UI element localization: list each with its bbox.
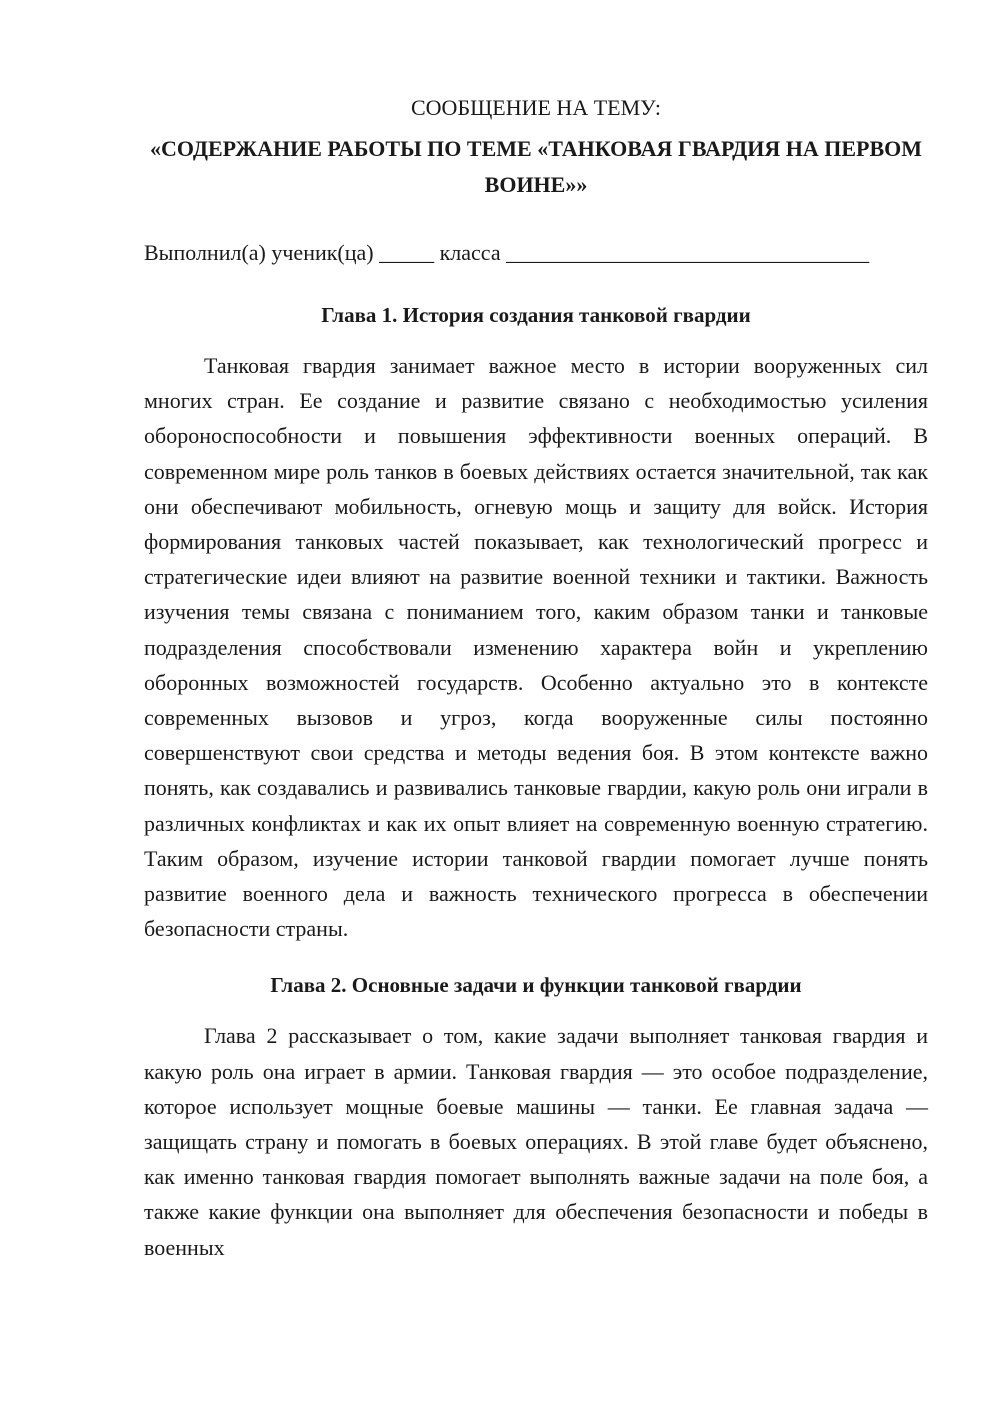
chapter-heading: Глава 1. История создания танковой гвардии	[321, 303, 751, 327]
chapter-paragraph: Глава 2 рассказывает о том, какие задачи выполняет танковая гвардия и какую роль она играет в армии. Танковая гвардия — это особое подразделение, которое использует мощные боевые машины — танки. Ее главная задача — защищать страну и помогать в боевых операциях. В этой главе будет объяснено, как именно танковая гвардия помогает выполнять важные задачи на поле боя, а также какие функции она выполняет для обеспечения безопасности и победы в военных	[144, 1023, 928, 1260]
chapter-2	[144, 968, 928, 1264]
topic-label: СООБЩЕНИЕ НА ТЕМУ:	[411, 95, 661, 120]
chapter-heading: Глава 2. Основные задачи и функции танковой гвардии	[270, 973, 802, 998]
document-title: «СОДЕРЖАНИЕ РАБОТЫ ПО ТЕМЕ «ТАНКОВАЯ ГВАРДИЯ НА ПЕРВОМ ВОИНЕ»»	[149, 136, 923, 197]
chapter-paragraph: Танковая гвардия занимает важное место в истории вооруженных сил многих стран. Ее создание и развитие связано с необходимостью усиления обороноспособности и повышения эффективности военных операций. В современном мире роль танков в боевых действиях остается значительной, так как они обеспечивают мобильность, огневую мощь и защиту для войск. История формирования танковых частей показывает, как технологический прогресс и стратегические идеи влияют на развитие военной техники и тактики. Важность изучения темы связана с пониманием того, каким образом танки и танковые подразделения способствовали изменению характера войн и укреплению оборонных возможностей государств. Особенно актуально это в контексте современных вызовов и угроз, когда вооруженные силы постоянно совершенствуют свои средства и методы ведения боя. В этом контексте важно понять, как создавались и развивались танковые гвардии, какую роль они играли в различных конфликтах и как их опыт влияет на современную военную стратегию. Таким образом, изучение истории танковой гвардии помогает лучше понять развитие военного дела и важность технического прогресса в обеспечении безопасности страны.	[144, 353, 928, 942]
author-line: Выполнил(а) ученик(ца) _____ класса _________________________________	[144, 240, 870, 265]
document-page	[144, 88, 928, 1265]
chapter-1	[144, 298, 928, 946]
